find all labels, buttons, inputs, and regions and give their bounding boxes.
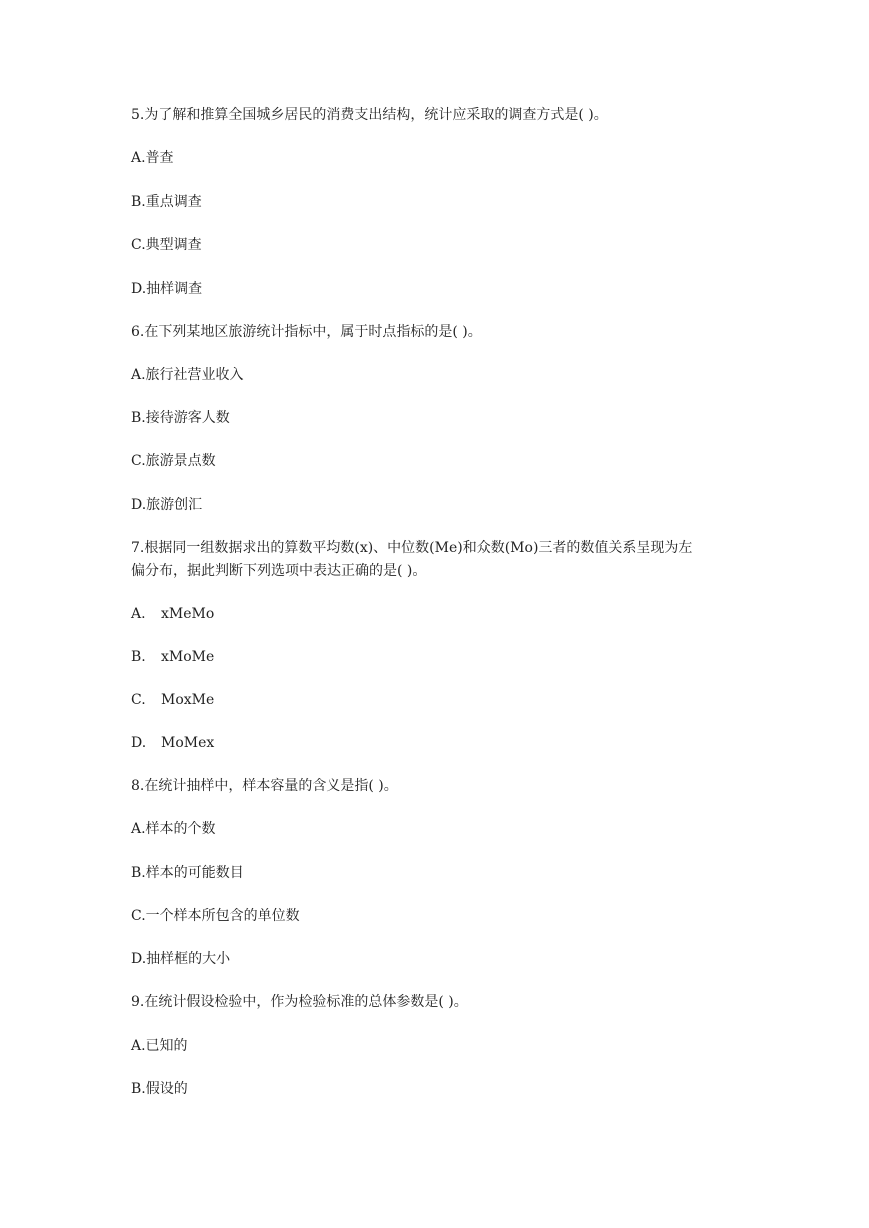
question-5-option-b: B.重点调查 [131,194,202,210]
question-6-option-b: B.接待游客人数 [131,410,230,426]
question-9-stem: 9.在统计假设检验中，作为检验标准的总体参数是( )。 [131,994,468,1010]
question-7-stem-line-1: 7.根据同一组数据求出的算数平均数(x)、中位数(Me)和众数(Mo)三者的数值关系呈现为左 [131,540,693,556]
question-8-option-a: A.样本的个数 [131,821,216,837]
question-6-option-a: A.旅行社营业收入 [131,367,244,383]
option-letter: C. [131,692,146,708]
option-text: xMeMo [161,606,215,622]
question-7-option-c [131,689,751,711]
question-5-option-d: D.抽样调查 [131,281,203,297]
question-8-stem: 8.在统计抽样中，样本容量的含义是指( )。 [131,778,398,794]
question-5-option-c: C.典型调查 [131,237,202,253]
question-7-option-d [131,732,751,754]
question-6-option-d: D.旅游创汇 [131,497,203,513]
option-letter: D. [131,735,147,751]
question-5-stem: 5.为了解和推算全国城乡居民的消费支出结构，统计应采取的调查方式是( )。 [131,107,608,123]
question-5-option-a: A.普查 [131,150,174,166]
question-7-option-b [131,646,751,668]
option-text: MoMex [161,735,215,751]
option-text: MoxMe [161,692,215,708]
question-8-option-b: B.样本的可能数目 [131,865,244,881]
option-letter: A. [131,606,146,622]
option-text: xMoMe [161,649,215,665]
question-7-stem-line-2: 偏分布，据此判断下列选项中表达正确的是( )。 [131,563,427,579]
question-8-option-d: D.抽样框的大小 [131,951,231,967]
question-7-option-a [131,603,751,625]
option-letter: B. [131,649,146,665]
question-9-option-a: A.已知的 [131,1038,188,1054]
question-6-option-c: C.旅游景点数 [131,453,216,469]
question-8-option-c: C.一个样本所包含的单位数 [131,908,300,924]
question-9-option-b: B.假设的 [131,1081,188,1097]
question-6-stem: 6.在下列某地区旅游统计指标中，属于时点指标的是( )。 [131,324,482,340]
